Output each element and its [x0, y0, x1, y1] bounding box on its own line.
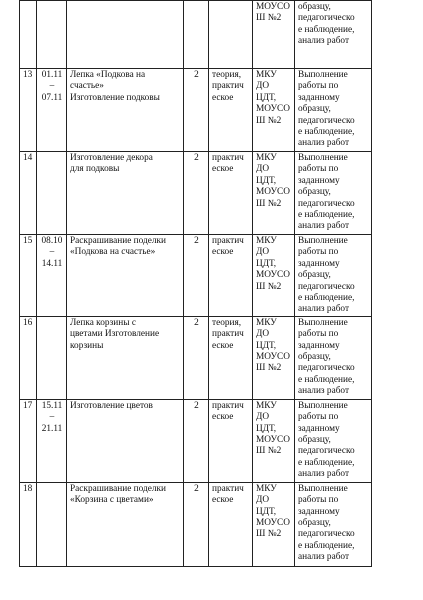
hours-cell: [184, 235, 209, 317]
venue-cell-text: МКУ ДО ЦДТ, МОУСО Ш №2: [256, 236, 290, 292]
row-number-cell: [20, 399, 37, 482]
date-range-cell-text: 01.11 – 07.11: [41, 70, 63, 103]
lesson-topic-cell-text: Изготовление декора для подковы: [70, 153, 153, 175]
table-row: [20, 1, 372, 69]
venue-cell-text: МКУ ДО ЦДТ, МОУСО Ш №2: [256, 70, 290, 126]
date-range-cell-text: 08.10 – 14.11: [41, 236, 63, 269]
schedule-table: [19, 0, 372, 567]
row-number-cell: [20, 69, 37, 152]
date-range-cell: [37, 482, 67, 566]
lesson-topic-cell: [67, 316, 184, 399]
lesson-topic-cell: [67, 482, 184, 566]
hours-cell: [184, 482, 209, 566]
lesson-form-cell: [209, 152, 253, 235]
row-number-cell-text: 18: [23, 483, 33, 494]
row-number-cell: [20, 316, 37, 399]
assessment-cell: [295, 1, 372, 69]
assessment-cell-text: Выполнение работы по заданному образцу, педагогическо е наблюдение, анализ работ: [298, 400, 355, 480]
row-number-cell: [20, 152, 37, 235]
venue-cell-text: МОУСО Ш №2: [256, 2, 290, 24]
venue-cell-text: МКУ ДО ЦДТ, МОУСО Ш №2: [256, 153, 290, 209]
lesson-topic-cell: [67, 235, 184, 317]
row-number-cell-text: 14: [23, 153, 33, 163]
venue-cell: [253, 152, 295, 235]
lesson-form-cell: [209, 316, 253, 399]
lesson-form-cell-text: практич еское: [212, 153, 244, 175]
table-row: [20, 152, 372, 235]
date-range-cell: [37, 69, 67, 152]
assessment-cell-text: Выполнение работы по заданному образцу, педагогическо е наблюдение, анализ работ: [298, 153, 355, 232]
lesson-form-cell-text: практич еское: [212, 236, 244, 258]
assessment-cell-text: Выполнение работы по заданному образцу, педагогическо е наблюдение, анализ работ: [298, 236, 355, 315]
row-number-cell-text: 15: [23, 236, 33, 246]
lesson-topic-cell: [67, 152, 184, 235]
assessment-cell: [295, 152, 372, 235]
hours-cell-text: 2: [194, 400, 199, 411]
venue-cell-text: МКУ ДО ЦДТ, МОУСО Ш №2: [256, 483, 290, 540]
lesson-topic-cell: [67, 69, 184, 152]
lesson-topic-cell-text: Изготовление цветов: [70, 400, 153, 411]
lesson-topic-cell-text: Лепка корзины с цветами Изготовление корзины: [70, 317, 160, 351]
lesson-topic-cell-text: Лепка «Подкова на счастье» Изготовление подковы: [70, 70, 160, 103]
table-row: [20, 482, 372, 566]
row-number-cell-text: 17: [23, 400, 33, 411]
assessment-cell-text: Выполнение работы по заданному образцу, педагогическо е наблюдение, анализ работ: [298, 483, 355, 563]
date-range-cell: [37, 1, 67, 69]
venue-cell: [253, 69, 295, 152]
hours-cell-text: 2: [194, 317, 199, 328]
assessment-cell: [295, 316, 372, 399]
hours-cell-text: 2: [194, 153, 199, 163]
row-number-cell: [20, 1, 37, 69]
venue-cell: [253, 482, 295, 566]
date-range-cell: [37, 399, 67, 482]
lesson-topic-cell-text: Раскрашивание поделки «Подкова на счастье»: [70, 236, 166, 258]
lesson-form-cell: [209, 69, 253, 152]
lesson-form-cell-text: теория, практич еское: [212, 317, 244, 351]
lesson-form-cell: [209, 1, 253, 69]
hours-cell-text: 2: [194, 236, 199, 246]
venue-cell-text: МКУ ДО ЦДТ, МОУСО Ш №2: [256, 400, 290, 457]
lesson-form-cell: [209, 235, 253, 317]
lesson-form-cell-text: практич еское: [212, 483, 244, 506]
assessment-cell-text: Выполнение работы по заданному образцу, педагогическо е наблюдение, анализ работ: [298, 317, 355, 397]
row-number-cell-text: 16: [23, 317, 33, 328]
assessment-cell: [295, 69, 372, 152]
hours-cell: [184, 69, 209, 152]
hours-cell-text: 2: [194, 483, 199, 494]
hours-cell: [184, 316, 209, 399]
row-number-cell: [20, 235, 37, 317]
venue-cell: [253, 316, 295, 399]
hours-cell-text: 2: [194, 70, 199, 80]
date-range-cell: [37, 152, 67, 235]
assessment-cell: [295, 235, 372, 317]
lesson-topic-cell: [67, 399, 184, 482]
table-row: [20, 69, 372, 152]
assessment-cell-text: образцу, педагогическо е наблюдение, анализ работ: [298, 2, 355, 47]
lesson-topic-cell-text: Раскрашивание поделки «Корзина с цветами»: [70, 483, 166, 506]
assessment-cell: [295, 399, 372, 482]
venue-cell: [253, 399, 295, 482]
lesson-topic-cell: [67, 1, 184, 69]
venue-cell-text: МКУ ДО ЦДТ, МОУСО Ш №2: [256, 317, 290, 374]
venue-cell: [253, 1, 295, 69]
row-number-cell: [20, 482, 37, 566]
date-range-cell-text: 15.11 – 21.11: [41, 400, 63, 434]
date-range-cell: [37, 235, 67, 317]
lesson-form-cell-text: теория, практич еское: [212, 70, 244, 103]
assessment-cell: [295, 482, 372, 566]
lesson-form-cell: [209, 482, 253, 566]
venue-cell: [253, 235, 295, 317]
table-row: [20, 316, 372, 399]
hours-cell: [184, 152, 209, 235]
row-number-cell-text: 13: [23, 70, 33, 80]
hours-cell: [184, 1, 209, 69]
table-row: [20, 399, 372, 482]
assessment-cell-text: Выполнение работы по заданному образцу, педагогическо е наблюдение, анализ работ: [298, 70, 355, 149]
hours-cell: [184, 399, 209, 482]
lesson-form-cell-text: практич еское: [212, 400, 244, 423]
table-row: [20, 235, 372, 317]
lesson-form-cell: [209, 399, 253, 482]
date-range-cell: [37, 316, 67, 399]
